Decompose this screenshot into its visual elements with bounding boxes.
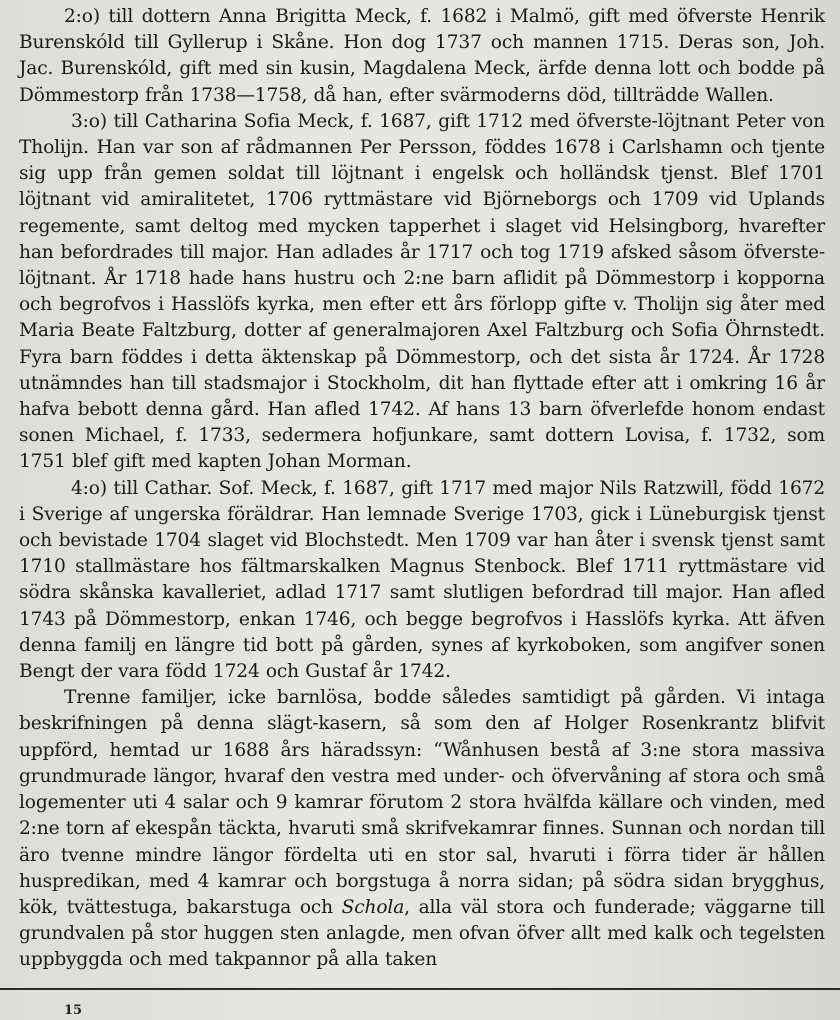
page-divider	[0, 988, 840, 990]
paragraph-2o: 2:o) till dottern Anna Brigitta Meck, f. 1682 i Malmö, gift med öfverste Henrik Burenskóld till Gyllerup i Skåne. Hon dog 1737 och mannen 1715. Deras son, Joh. Jac. Burenskóld, gift med sin kusin, Magdalena Meck, ärfde denna lott och bodde på Dömmestorp från 1738—1758, då han, efter svärmoderns död, tillträdde Wallen.	[19, 6, 825, 106]
body-text	[19, 4, 825, 974]
paragraph-3o: 3:o) till Catharina Sofia Meck, f. 1687, gift 1712 med öfverste-löjtnant Peter von Tholijn. Han var son af rådmannen Per Persson, föddes 1678 i Carlshamn och tjente sig upp från gemen soldat till löjtnant i engelsk och holländsk tjenst. Blef 1701 löjtnant vid amiralitetet, 1706 ryttmästare vid Björneborgs och 1709 vid Uplands regemente, samt deltog med mycken tapperhet i slaget vid Helsingborg, hvarefter han befordrades till major. Han adlades år 1717 och tog 1719 afsked såsom öfverste-löjtnant. År 1718 hade hans hustru och 2:ne barn aflidit på Dömmestorp i kopporna och begrofvos i Hasslöfs kyrka, men efter ett års förlopp gifte v. Tholijn sig åter med Maria Beate Faltzburg, dotter af generalmajoren Axel Faltzburg och Sofia Öhrnstedt. Fyra barn föddes i detta äktenskap på Dömmestorp, och det sista år 1724. År 1728 utnämndes han till stadsmajor i Stockholm, dit han flyttade efter att i omkring 16 år hafva bebott denna gård. Han afled 1742. Af hans 13 barn öfverlefde honom endast sonen Michael, f. 1733, sedermera hofjunkare, samt dottern Lovisa, f. 1732, som 1751 blef gift med kapten Johan Morman.	[19, 110, 825, 473]
paragraph-trenne-familjer: Trenne familjer, icke barnlösa, bodde således samtidigt på gården. Vi intaga beskrifningen på denna slägt-kasern, så som den af Holger Rosenkrantz blifvit uppförd, hemtad ur 1688 års häradssyn: “Wånhusen bestå af 3:ne stora massiva grundmurade längor, hvaraf den vestra med under- och öfvervåning af stora och små logementer uti 4 salar och 9 kamrar förutom 2 stora hvälfda källare och vinden, med 2:ne torn af ekespån täckta, hvaruti små skrifvekamrar finnes. Sunnan och nordan till äro tvenne mindre längor fördelta uti en stor sal, hvaruti i förra tider är hållen huspredikan, med 4 kamrar och borgstuga å norra sidan; på södra sidan brygghus, kök, tvättestuga, bakarstuga och Schola, alla väl stora och funderade; väggarne till grundvalen på stor huggen sten anlagde, men ofvan öfver allt med kalk och tegelsten uppbyggda och med takpannor på alla taken	[19, 687, 825, 971]
paragraph-4o: 4:o) till Cathar. Sof. Meck, f. 1687, gift 1717 med major Nils Ratzwill, född 1672 i Sverige af ungerska föräldrar. Han lemnade Sverige 1703, gick i Lüneburgisk tjenst och bevistade 1704 slaget vid Blochstedt. Men 1709 var han åter i svensk tjenst samt 1710 stallmästare hos fältmarskalken Magnus Stenbock. Blef 1711 ryttmästare vid södra skånska kavalleriet, adlad 1717 samt slutligen befordrad till major. Han afled 1743 på Dömmestorp, enkan 1746, och begge begrofvos i Hasslöfs kyrka. Att äfven denna familj en längre tid bott på gården, synes af kyrkoboken, som angifver sonen Bengt der vara född 1724 och Gustaf år 1742.	[19, 477, 825, 683]
italic-word: Schola	[341, 896, 405, 918]
page-number: 15	[64, 1003, 83, 1018]
